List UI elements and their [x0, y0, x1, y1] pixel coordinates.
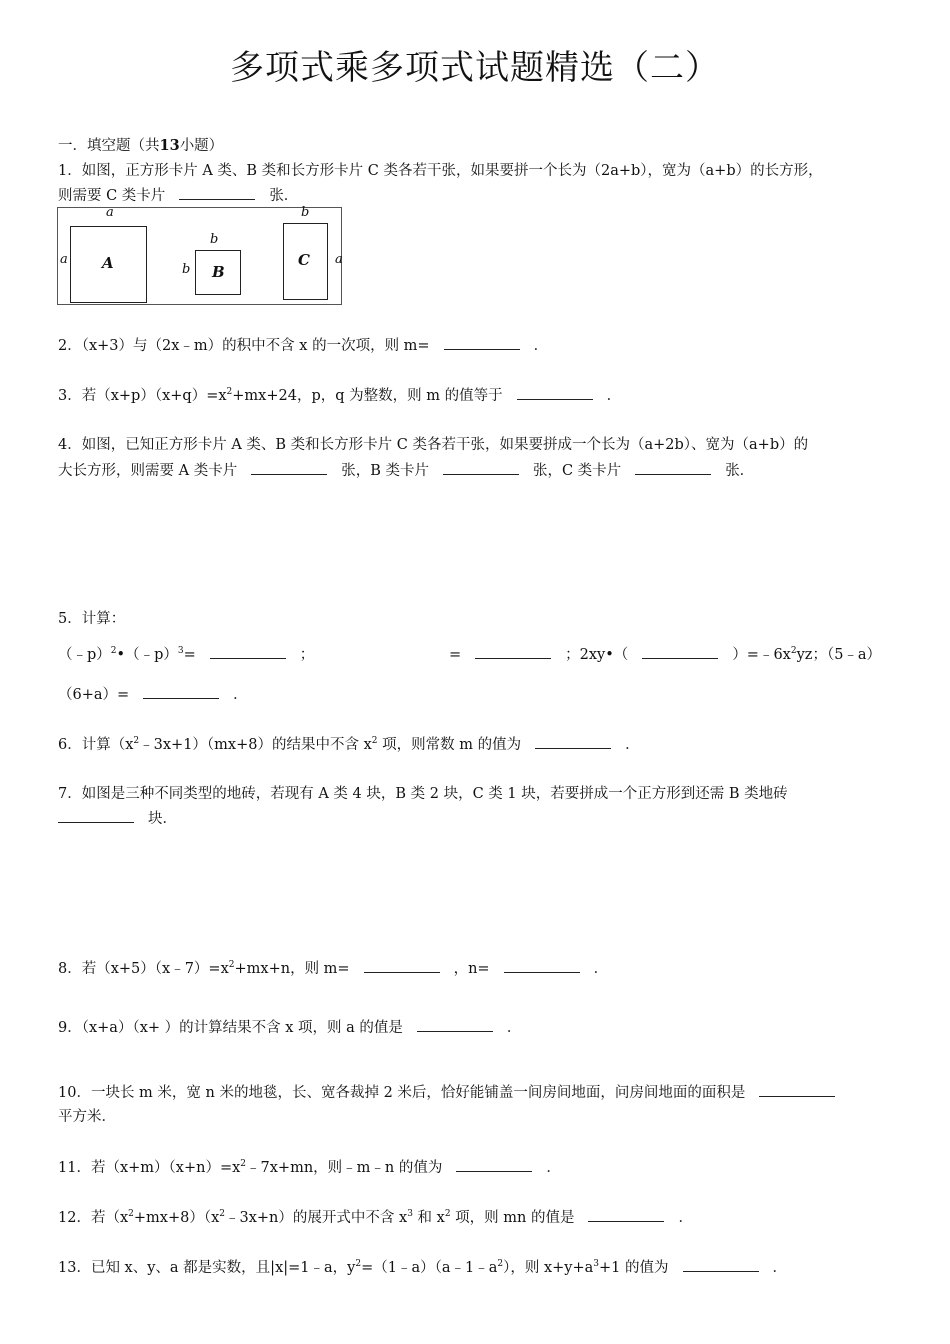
q7-answer-blank[interactable]	[58, 808, 134, 823]
q3-answer-blank[interactable]	[517, 385, 593, 400]
q4-text-b: 张，B 类卡片	[341, 463, 429, 479]
q8-end: ．	[593, 961, 609, 977]
q13-text3: ），则 x+y+a	[503, 1260, 594, 1276]
q10-line2: 平方米．	[58, 1109, 116, 1125]
label-a-left: a	[60, 252, 68, 267]
q6-answer-blank[interactable]	[535, 734, 611, 749]
q5-text5: yz；（5﹣a）	[796, 647, 882, 663]
card-c	[283, 223, 328, 300]
q9-end: ．	[506, 1020, 522, 1036]
q12-end: ．	[678, 1210, 693, 1226]
q6	[58, 734, 640, 755]
q13-sup2: 2	[497, 1259, 504, 1270]
q12-sup1: 2	[128, 1209, 134, 1220]
q13-sup3: 3	[593, 1259, 600, 1270]
q13-answer-blank[interactable]	[683, 1257, 759, 1272]
q5-line3	[58, 684, 248, 705]
q5-answer-1[interactable]	[210, 644, 286, 659]
q12-answer-blank[interactable]	[588, 1207, 664, 1222]
section-heading	[58, 136, 223, 156]
q1-text: 则需要 C 类卡片	[58, 188, 166, 204]
q6-end: ．	[625, 737, 640, 753]
q4-answer-a[interactable]	[251, 460, 327, 475]
q2-text: 2．（x+3）与（2x﹣m）的积中不含 x 的一次项，则 m=	[58, 338, 430, 354]
q5-answer-3[interactable]	[642, 644, 718, 659]
q4-text-a: 大长方形，则需要 A 类卡片	[58, 463, 238, 479]
q12-sup3: 3	[407, 1209, 413, 1220]
q12-text3: ﹣3x+n）的展开式中不含 x	[225, 1210, 408, 1226]
q5-answer-4[interactable]	[143, 684, 219, 699]
q5-answer-2[interactable]	[475, 644, 551, 659]
card-a	[70, 226, 147, 303]
q1-line1: 1．如图，正方形卡片 A 类、B 类和长方形卡片 C 类各若干张，如果要拼一个长为（2a+b），宽为（a+b）的长方形，	[58, 163, 823, 179]
label-a-top: a	[106, 205, 114, 220]
card-c-label: C	[298, 251, 310, 269]
q5-eq2: =	[449, 647, 462, 663]
q10-line1	[58, 1082, 835, 1103]
q3-text2: +mx+24，p，q 为整数，则 m 的值等于	[232, 388, 503, 404]
q8-answer-n[interactable]	[504, 958, 580, 973]
q1-line2	[58, 185, 298, 206]
q10-text: 10．一块长 m 米，宽 n 米的地毯，长、宽各裁掉 2 米后，恰好能铺盖一间房间地面，问房间地面的面积是	[58, 1085, 746, 1101]
page-title: 多项式乘多项式试题精选（二）	[230, 48, 720, 88]
q8	[58, 958, 608, 979]
q5-semi: ；	[299, 647, 315, 663]
q5-line2	[58, 644, 314, 665]
q9	[58, 1017, 521, 1038]
card-b-label: B	[212, 263, 225, 281]
q13-text: 13．已知 x、y、a 都是实数，且|x|=1﹣a，y	[58, 1260, 356, 1276]
q11-answer-blank[interactable]	[456, 1157, 532, 1172]
q5-line2-right	[449, 644, 881, 665]
q3-text: 3．若（x+p）（x+q）=x	[58, 388, 227, 404]
q9-text: 9．（x+a）（x+ ）的计算结果不含 x 项，则 a 的值是	[58, 1020, 403, 1036]
q6-sup2: 2	[371, 736, 378, 747]
q12-text2: +mx+8）（x	[133, 1210, 220, 1226]
q11-text2: ﹣7x+mn，则﹣m﹣n 的值为	[246, 1160, 443, 1176]
q8-sup: 2	[228, 960, 235, 971]
q2-answer-blank[interactable]	[444, 335, 520, 350]
q12-sup4: 2	[444, 1209, 451, 1220]
label-c-right: a	[335, 252, 343, 267]
q5-text3: ；2xy•（	[565, 647, 629, 663]
q5-sup1: 2	[110, 646, 117, 657]
label-b-top: b	[210, 232, 219, 247]
q12-sup2: 2	[219, 1209, 225, 1220]
q6-text: 6．计算（x	[58, 737, 134, 753]
q4-text-d: 张．	[725, 463, 755, 479]
question-count: 13	[159, 137, 180, 154]
q12-text: 12．若（x	[58, 1210, 129, 1226]
q4-line2	[58, 460, 754, 481]
q12-text5: 项，则 mn 的值是	[450, 1210, 575, 1226]
q5-text4: ）=﹣6x	[732, 647, 791, 663]
q3	[58, 385, 621, 406]
q13	[58, 1257, 787, 1278]
q4-answer-b[interactable]	[443, 460, 519, 475]
q11-end: ．	[546, 1160, 561, 1176]
q13-text4: +1 的值为	[599, 1260, 669, 1276]
q6-text2: ﹣3x+1）（mx+8）的结果中不含 x	[139, 737, 372, 753]
q5-head: 5．计算：	[58, 611, 126, 627]
q3-sup: 2	[226, 387, 233, 398]
q9-answer-blank[interactable]	[417, 1017, 493, 1032]
label-b-left: b	[182, 262, 191, 277]
q8-answer-m[interactable]	[364, 958, 440, 973]
q3-end: ．	[606, 388, 622, 404]
q6-text3: 项，则常数 m 的值为	[377, 737, 522, 753]
q5-text6: （6+a）=	[58, 687, 130, 703]
q11-text: 11．若（x+m）（x+n）=x	[58, 1160, 241, 1176]
q5-text2: •（﹣p）	[116, 647, 178, 663]
q2-end: ．	[533, 338, 549, 354]
q7-line1: 7．如图是三种不同类型的地砖，若现有 A 类 4 块，B 类 2 块，C 类 1 块，若要拼成一个正方形到还需 B 类地砖	[58, 786, 788, 802]
section-suffix: 小题）	[179, 138, 224, 154]
q4-line1: 4．如图，已知正方形卡片 A 类、B 类和长方形卡片 C 类各若干张，如果要拼成一个长为（a+2b）、宽为（a+b）的	[58, 437, 809, 453]
q13-end: ．	[772, 1260, 787, 1276]
section-label: 一．填空题（共	[58, 138, 160, 154]
q10-answer-blank[interactable]	[759, 1082, 835, 1097]
q1-unit: 张．	[269, 188, 299, 204]
q5-sup3: 2	[790, 646, 797, 657]
q5-end: ．	[233, 687, 248, 703]
q5-sup2: 3	[177, 646, 184, 657]
q5-eq1: =	[183, 647, 196, 663]
q6-sup1: 2	[133, 736, 140, 747]
q4-answer-c[interactable]	[635, 460, 711, 475]
q4-text-c: 张，C 类卡片	[532, 463, 622, 479]
label-c-top: b	[301, 205, 310, 220]
q11-sup: 2	[240, 1159, 247, 1170]
q7-end: 块．	[148, 811, 177, 827]
q8-text2: +mx+n，则 m=	[234, 961, 350, 977]
q13-sup1: 2	[355, 1259, 362, 1270]
q7-line2	[58, 808, 177, 829]
q12	[58, 1207, 693, 1228]
q11	[58, 1157, 561, 1178]
card-figure	[57, 207, 342, 305]
q8-text3: ，n=	[453, 961, 490, 977]
card-a-label: A	[102, 254, 114, 272]
q12-text4: 和 x	[412, 1210, 445, 1226]
q5-text: （﹣p）	[58, 647, 111, 663]
q13-text2: =（1﹣a）（a﹣1﹣a	[361, 1260, 498, 1276]
q8-text: 8．若（x+5）（x﹣7）=x	[58, 961, 229, 977]
q1-answer-blank[interactable]	[179, 185, 255, 200]
card-b	[195, 250, 241, 295]
q2	[58, 335, 548, 356]
